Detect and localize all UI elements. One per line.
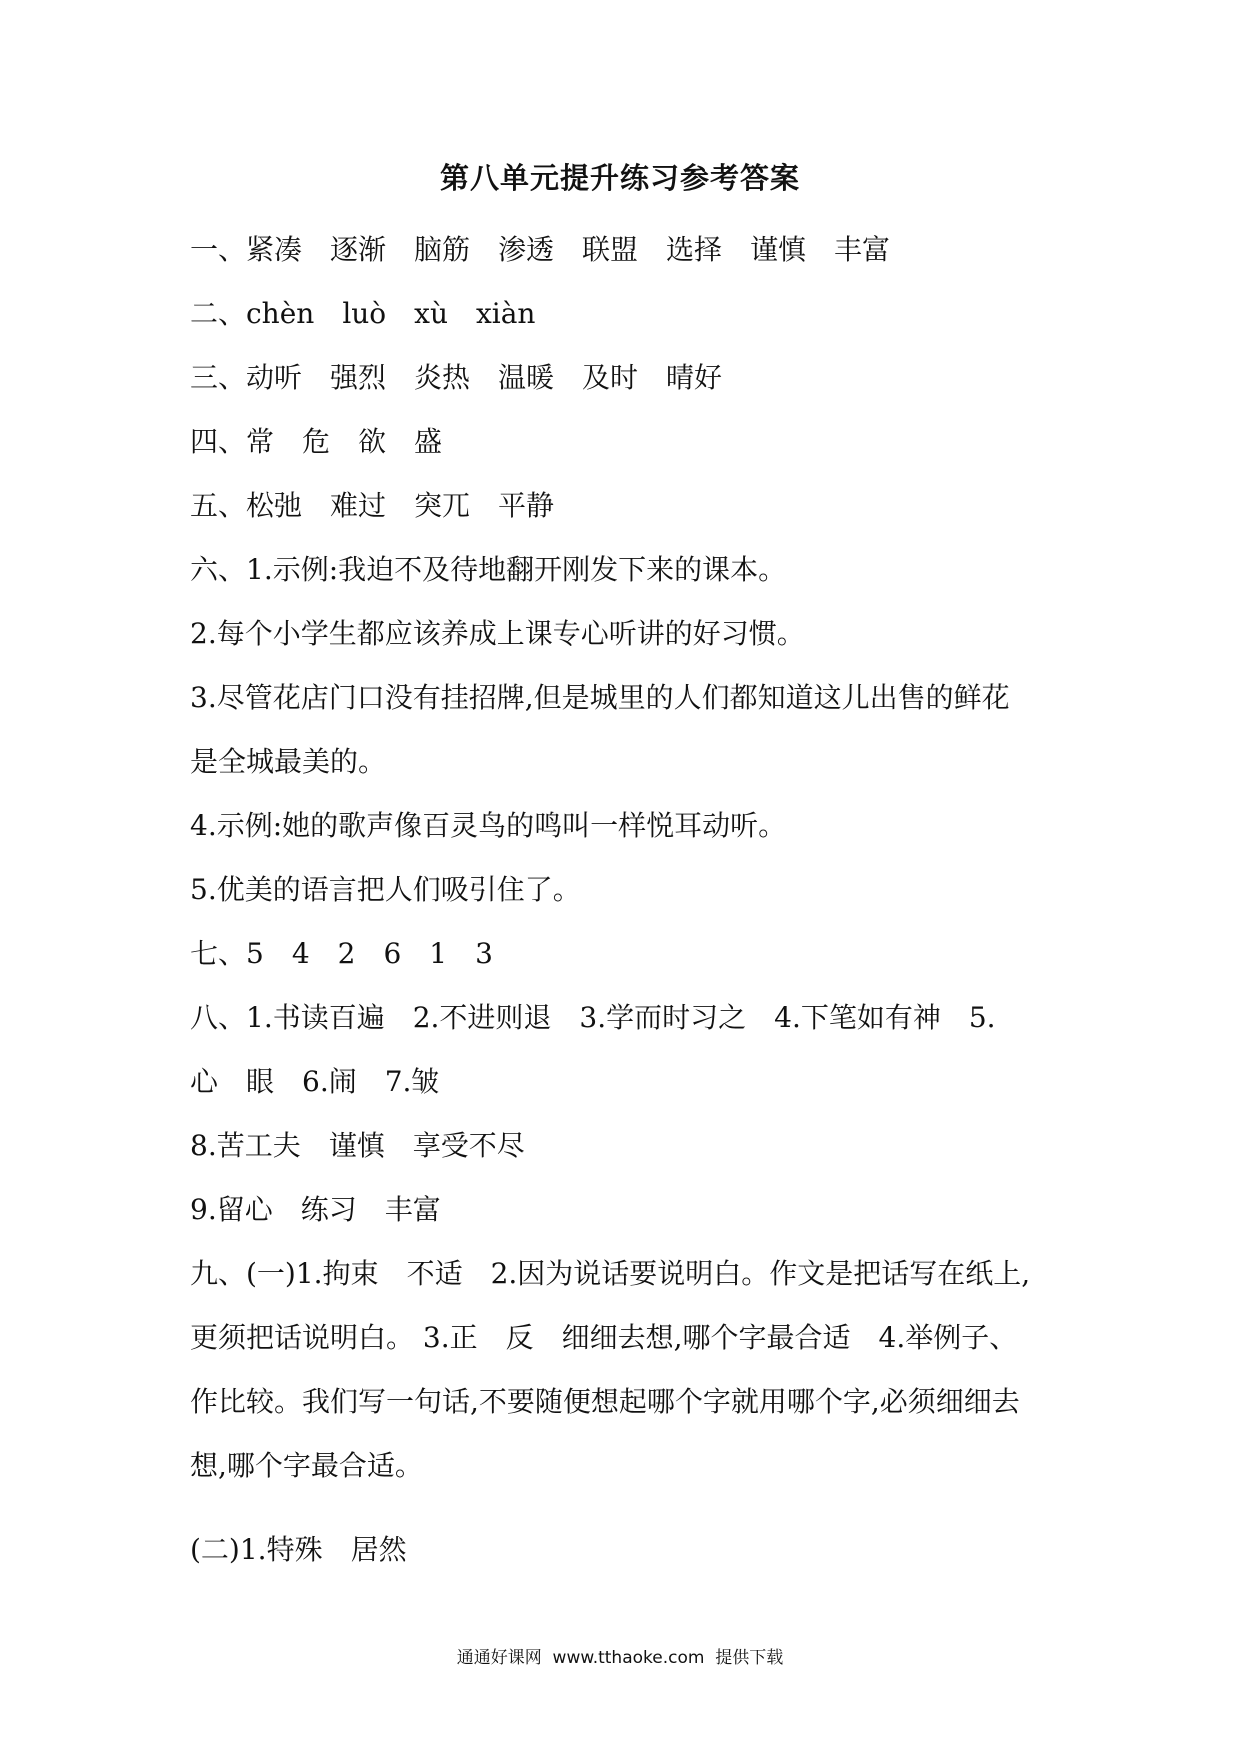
answer-line-7: 2.每个小学生都应该养成上课专心听讲的好习惯。 — [190, 617, 805, 650]
answer-line-12: 七、5 4 2 6 1 3 — [190, 937, 493, 970]
answer-line-14: 心 眼 6.闹 7.皱 — [190, 1065, 440, 1098]
answer-line-18: 更须把话说明白。 3.正 反 细细去想,哪个字最合适 4.举例子、 — [190, 1321, 1018, 1354]
page-footer: 通通好课网 www.tthaoke.com 提供下载 — [456, 1648, 784, 1668]
answer-line-2: 二、chèn luò xù xiàn — [190, 297, 536, 330]
answer-line-17: 九、(一)1.拘束 不适 2.因为说话要说明白。作文是把话写在纸上, — [190, 1257, 1031, 1290]
answer-line-6: 六、1.示例:我迫不及待地翻开刚发下来的课本。 — [190, 553, 787, 586]
answer-line-16: 9.留心 练习 丰富 — [190, 1193, 441, 1226]
answer-line-9: 是全城最美的。 — [190, 745, 387, 778]
answer-line-1: 一、紧凑 逐渐 脑筋 渗透 联盟 选择 谨慎 丰富 — [190, 233, 891, 266]
answer-line-21: (二)1.特殊 居然 — [190, 1533, 407, 1566]
answer-line-11: 5.优美的语言把人们吸引住了。 — [190, 873, 581, 906]
answer-line-8: 3.尽管花店门口没有挂招牌,但是城里的人们都知道这儿出售的鲜花 — [190, 681, 1010, 714]
answer-line-4: 四、常 危 欲 盛 — [190, 425, 443, 458]
answer-line-3: 三、动听 强烈 炎热 温暖 及时 晴好 — [190, 361, 723, 394]
answer-line-19: 作比较。我们写一句话,不要随便想起哪个字就用哪个字,必须细细去 — [190, 1385, 1020, 1418]
document-title: 第八单元提升练习参考答案 — [439, 161, 800, 195]
answer-line-20: 想,哪个字最合适。 — [190, 1449, 423, 1482]
answer-line-13: 八、1.书读百遍 2.不进则退 3.学而时习之 4.下笔如有神 5. — [190, 1001, 996, 1034]
answer-line-5: 五、松弛 难过 突兀 平静 — [190, 489, 555, 522]
answer-line-10: 4.示例:她的歌声像百灵鸟的鸣叫一样悦耳动听。 — [190, 809, 787, 842]
answer-line-15: 8.苦工夫 谨慎 享受不尽 — [190, 1129, 525, 1162]
